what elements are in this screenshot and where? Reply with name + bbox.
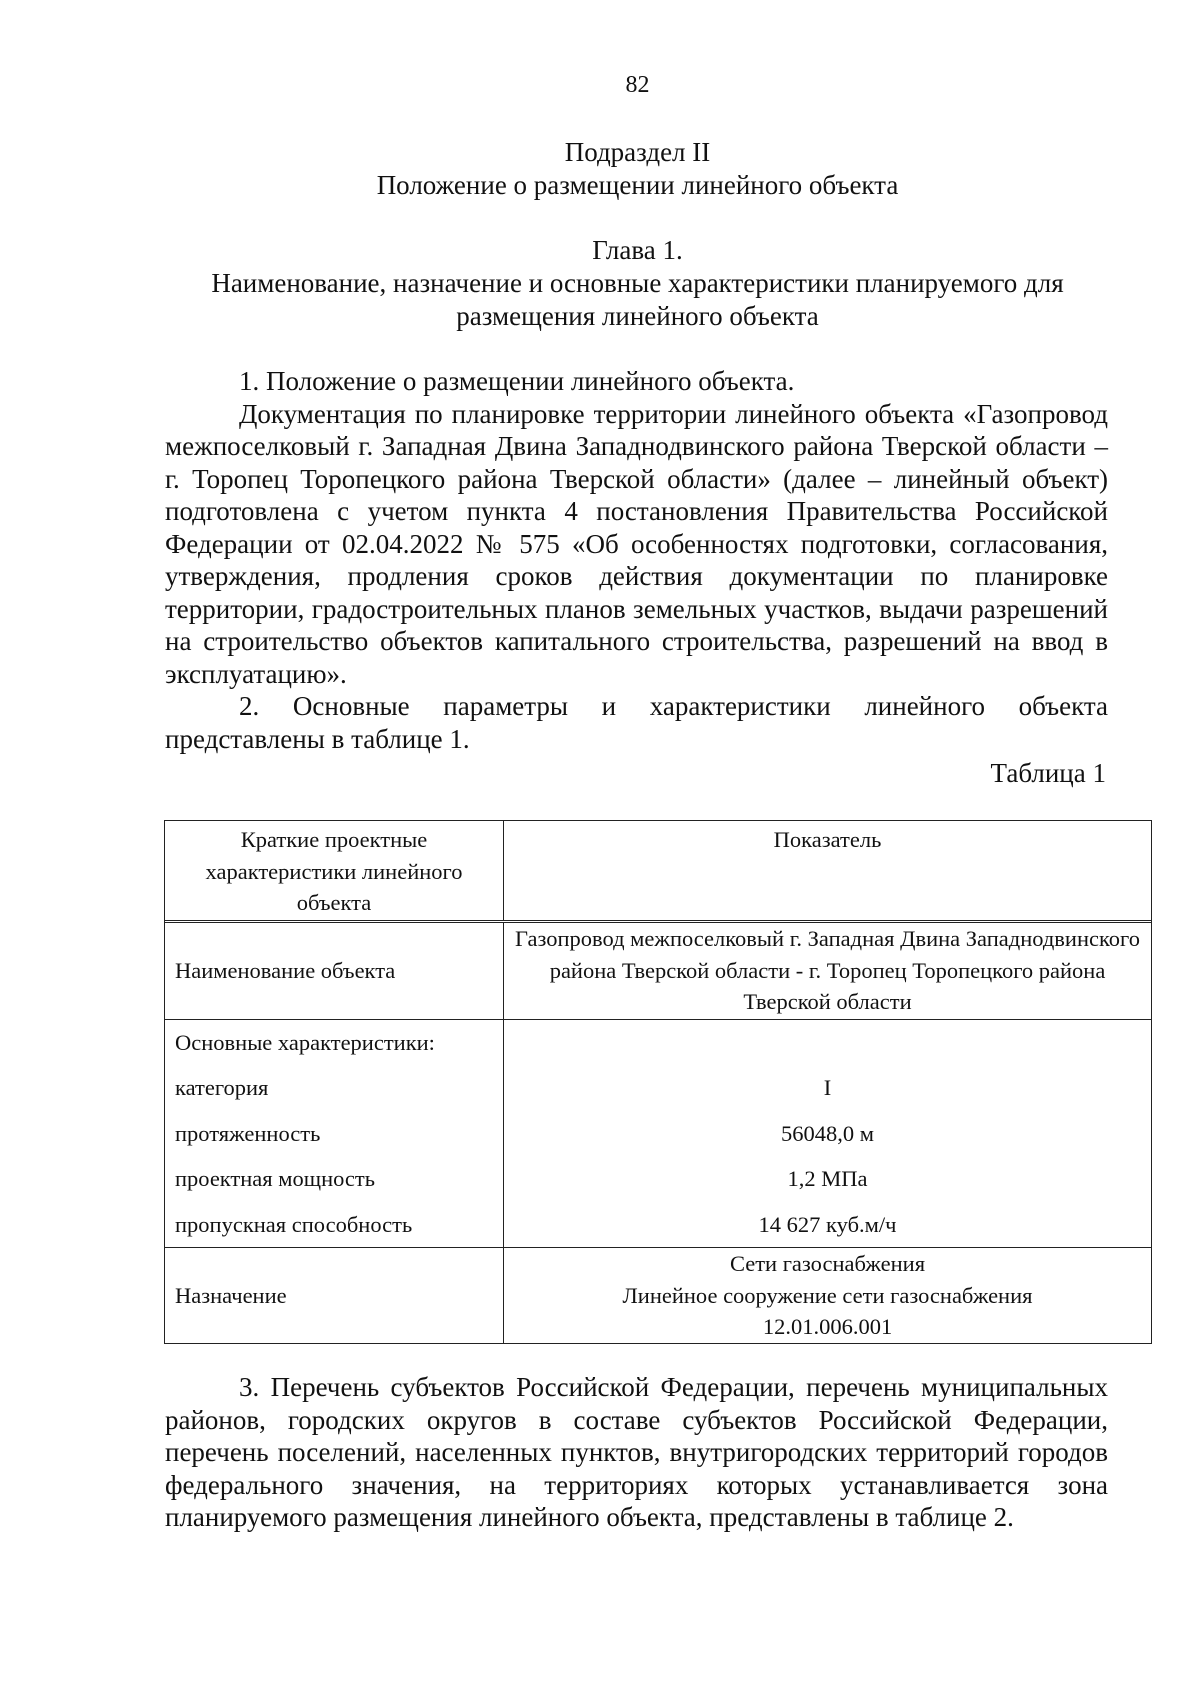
chapter-subtitle-line2: размещения линейного объекта [456,301,819,331]
table-header-row [165,821,1151,922]
chapter-subtitle-line1: Наименование, назначение и основные характеристики планируемого для [211,268,1064,298]
table-cell-label: Назначение [165,1248,504,1343]
table-row [165,1248,1151,1343]
page-number: 82 [625,72,650,98]
chapter-title: Глава 1. [592,235,683,265]
char-label: протяженность [175,1120,321,1146]
char-label: проектная мощность [175,1166,376,1191]
table-header-col2: Показатель [504,821,1152,922]
paragraph-4: 3. Перечень субъектов Российской Федерации, перечень муниципальных районов, городских округов в составе субъектов Российской Федерации, перечень поселений, населенных пунктов, внутригородских территорий городов федерального значения, на территориях которых устанавливается зона планируемого размещения линейного объекта, представлены в таблице 2. [165,1372,1108,1532]
table-cell-value: Газопровод межпоселковый г. Западная Двина Западнодвинского района Тверской области - г. Торопец Торопецкого района Тверской области [504,922,1152,1020]
subsection-heading [0,136,1200,202]
table-cell-label [165,1020,504,1248]
paragraph-3: 2. Основные параметры и характеристики линейного объекта представлены в таблице 1. [165,691,1108,754]
subsection-subtitle: Положение о размещении линейного объекта [376,170,899,200]
table-cell-value [504,1020,1152,1248]
purpose-line-1: Сети газоснабжения [729,1251,926,1276]
table-cell-value [504,1248,1152,1343]
table-cell-label: Наименование объекта [165,922,504,1020]
subsection-title: Подраздел II [564,137,711,167]
char-value: I [823,1075,832,1100]
table-row [165,1020,1151,1248]
paragraph-1: 1. Положение о размещении линейного объекта. [239,366,795,396]
table-caption: Таблица 1 [990,758,1106,788]
table-row [165,922,1151,1020]
characteristics-table [164,820,1152,1344]
purpose-line-2: Линейное сооружение сети газоснабжения [622,1282,1033,1308]
paragraph-2: Документация по планировке территории линейного объекта «Газопровод межпоселковый г. Западная Двина Западнодвинского района Тверской области – г. Торопец Торопецкого района Тверской области» (далее – линейный объект) подготовлена с учетом пункта 4 постановления Правительства Российской Федерации от 02.04.2022 № 575 «Об особенностях подготовки, согласования, утверждения, продления сроков действия документации по планировке территории, градостроительных планов земельных участков, выдачи разрешений на строительство объектов капитального строительства, разрешений на ввод в эксплуатацию». [165,398,1108,689]
table-header-col1: Краткие проектные характеристики линейного объекта [165,821,504,922]
char-value: 1,2 МПа [787,1166,868,1191]
purpose-line-3: 12.01.006.001 [762,1314,893,1339]
char-label: пропускная способность [175,1211,413,1237]
char-label: категория [175,1075,269,1100]
characteristics-title: Основные характеристики: [175,1030,435,1055]
body-text-section-1 [165,365,1108,755]
char-value: 56048,0 м [781,1120,874,1146]
char-value: 14 627 куб.м/ч [758,1211,897,1237]
chapter-heading [0,234,1200,333]
char-spacer [514,1020,1141,1065]
body-text-section-3 [165,1371,1108,1534]
